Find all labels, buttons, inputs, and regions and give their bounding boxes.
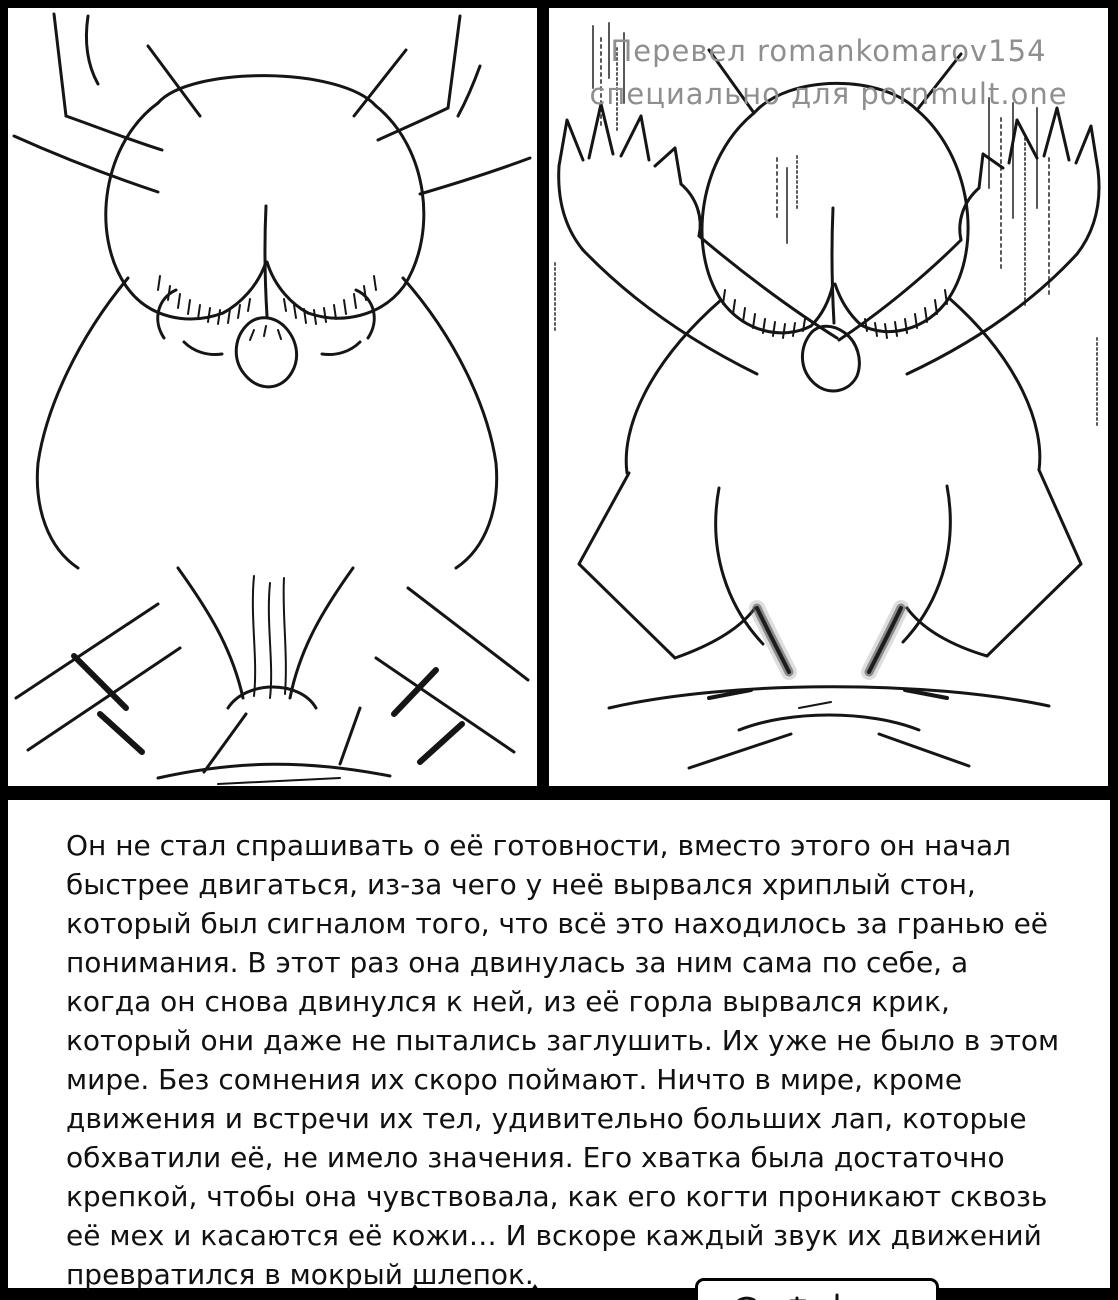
watermark-line-1: Перевел romankomarov154 bbox=[610, 34, 1047, 68]
clipped-caption-text-fragments bbox=[702, 1293, 932, 1300]
cutoff-caption-box bbox=[695, 1278, 939, 1300]
comic-panel-2 bbox=[543, 0, 1118, 793]
cutoff-arrow-tip-left bbox=[406, 1286, 424, 1300]
comic-panel-1 bbox=[0, 0, 543, 793]
narration-panel bbox=[0, 793, 1118, 1300]
watermark-line-2: специально для pornmult.one bbox=[589, 77, 1068, 111]
cutoff-arrow-tip-right bbox=[526, 1286, 544, 1300]
panel-2-line-art bbox=[549, 8, 1108, 786]
panel-1-line-art bbox=[8, 8, 537, 786]
narration-text: Он не стал спрашивать о её готовности, вместо этого он начал быстрее двигаться, из-за чего у неё вырвался хриплый стон, который был сигналом того, что всё это находилось за гранью её понимания. В этот раз она двинулась за ним сама по себе, а когда он снова двинулся к ней, из её горла вырвался крик, который они даже не пытались заглушить. Их уже не было в этом мире. Без сомнения их скоро поймают. Ничто в мире, кроме движения и встречи их тел, удивительно больших лап, которые обхватили её, не имело значения. Его хватка была достаточно крепкой, чтобы она чувствовала, как его когти проникают сквозь её мех и касаются её кожи… И вскоре каждый звук их движений превратился в мокрый шлепок. bbox=[66, 829, 1060, 1291]
